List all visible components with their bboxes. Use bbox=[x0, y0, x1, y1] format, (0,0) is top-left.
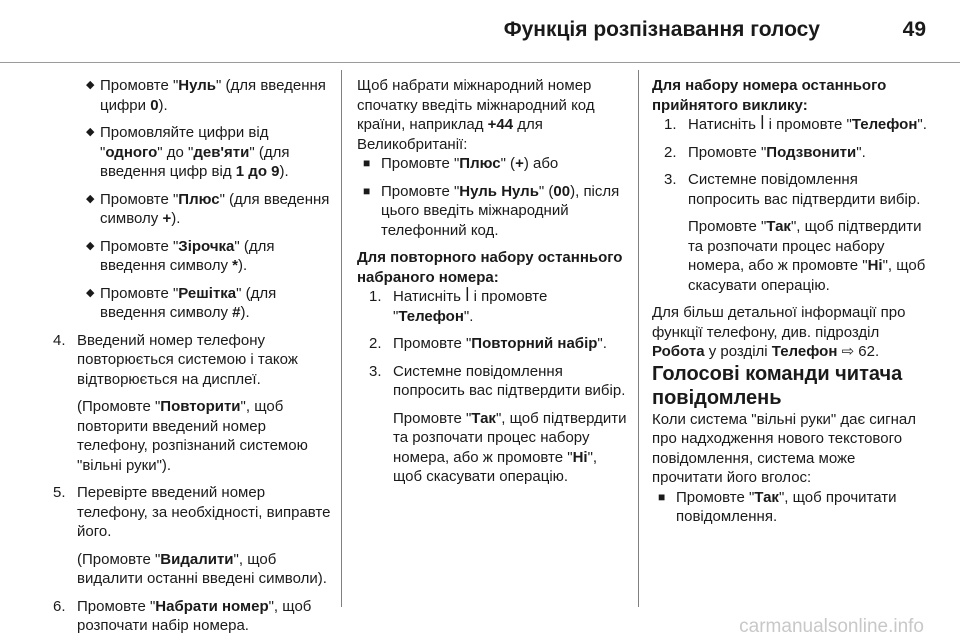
diamond-bullet-icon: ◆ bbox=[86, 286, 95, 299]
diamond-bullet-icon: ◆ bbox=[86, 79, 95, 91]
bullet-zero-zero-command: ■ Промовте "Нуль Нуль" (00), після цього введіть міжнародний телефонний код. bbox=[363, 182, 620, 239]
square-bullet-icon: ■ bbox=[658, 489, 666, 504]
step-5: 5. Перевірте введений номер телефону, за необхідності, виправте його. (Промовте "Видалити", щоб видалити останні введені символи). bbox=[53, 484, 331, 587]
column-3 bbox=[652, 76, 930, 535]
step-6: 6. Промовте "Набрати номер", щоб розпочати набір номера. bbox=[53, 597, 312, 634]
received-step-3: 3. Системне повідомлення попросить вас підтвердити вибір. Промовте "Так", щоб підтвердити та розпочати процес набору номера, або ж промовте "Ні", щоб скасувати операцію. bbox=[664, 171, 926, 294]
bullet-digits: ◆ Промовляйте цифри від "одного" до "дев'яти" (для введення цифр від 1 до 9). bbox=[86, 124, 290, 180]
column-divider-2 bbox=[638, 70, 639, 607]
step-4: 4. Введений номер телефону повторюється системою і також відтворюється на дисплеї. (Промовте "Повторити", щоб повторити введений номер телефону, розпізнаний системою "вільні руки"). bbox=[53, 331, 308, 474]
section-title: Голосові команди читача повідомлень bbox=[652, 362, 903, 409]
page-title: Функція розпізнавання голосу bbox=[503, 18, 820, 41]
last-received-subheading: Для набору номера останнього прийнятого виклику: bbox=[652, 77, 887, 114]
bullet-read-message: ■ Промовте "Так", щоб прочитати повідомлення. bbox=[658, 488, 897, 525]
section-text: Коли система "вільні руки" дає сигнал про надходження нового текстового повідомлення, система може прочитати його вголос: bbox=[652, 410, 917, 486]
header-rule bbox=[0, 62, 960, 63]
diamond-bullet-icon: ◆ bbox=[86, 239, 95, 252]
column-2 bbox=[357, 76, 629, 495]
voice-button-icon: ꟾ bbox=[465, 288, 470, 305]
received-step-1: 1. Натисніть ꟾ і промовте "Телефон". bbox=[664, 116, 927, 133]
page-header bbox=[0, 0, 960, 62]
bullet-plus-command: ■ Промовте "Плюс" (+) або bbox=[363, 155, 559, 172]
bullet-zero: ◆ Промовте "Нуль" (для введення цифри 0). bbox=[86, 77, 326, 114]
page-number: 49 bbox=[902, 18, 926, 41]
redial-step-3: 3. Системне повідомлення попросить вас підтвердити вибір. Промовте "Так", щоб підтвердити та розпочати процес набору номера, або ж промовте "Ні", щоб скасувати операцію. bbox=[369, 362, 627, 485]
bullet-star: ◆ Промовте "Зірочка" (для введення символу *). bbox=[86, 237, 275, 274]
received-step-2: 2. Промовте "Подзвонити". bbox=[664, 143, 866, 161]
redial-subheading: Для повторного набору останнього набраного номера: bbox=[357, 249, 623, 286]
diamond-bullet-icon: ◆ bbox=[86, 126, 95, 138]
bullet-hash: ◆ Промовте "Решітка" (для введення символу #). bbox=[86, 284, 277, 321]
page-reference-arrow-icon: ⇨ bbox=[841, 343, 855, 360]
watermark: carmanualsonline.info bbox=[739, 616, 924, 637]
square-bullet-icon: ■ bbox=[363, 183, 371, 198]
bullet-plus: ◆ Промовте "Плюс" (для введення символу +). bbox=[86, 190, 330, 227]
diamond-bullet-icon: ◆ bbox=[86, 192, 95, 205]
column-divider-1 bbox=[341, 70, 342, 607]
redial-step-1: 1. Натисніть ꟾ і промовте "Телефон". bbox=[369, 288, 548, 325]
intl-intro: Щоб набрати міжнародний номер спочатку введіть міжнародний код країни, наприклад +44 для Великобританії: bbox=[357, 77, 595, 153]
redial-step-2: 2. Промовте "Повторний набір". bbox=[369, 335, 607, 352]
phone-reference: Для більш детальної інформації про функції телефону, див. підрозділ Робота у розділі Телефон ⇨ 62. bbox=[652, 304, 906, 360]
voice-button-icon: ꟾ bbox=[760, 116, 765, 133]
square-bullet-icon: ■ bbox=[363, 156, 371, 170]
column-1 bbox=[53, 76, 332, 644]
